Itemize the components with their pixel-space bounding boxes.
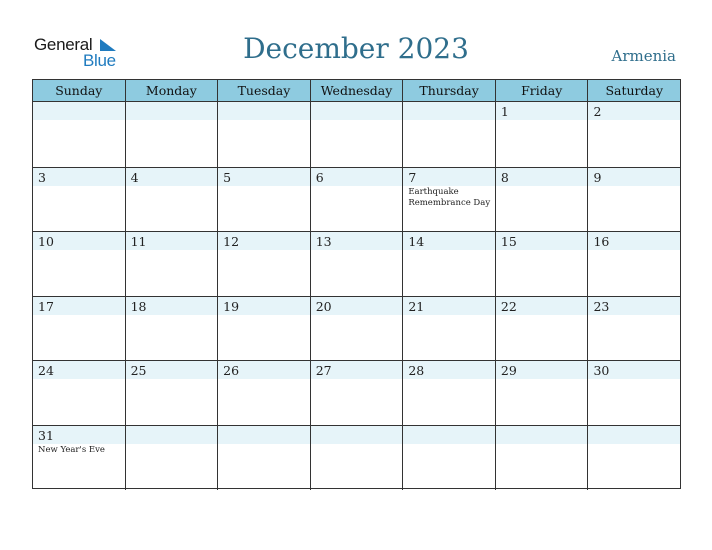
day-cell [310, 361, 403, 425]
day-number: 5 [223, 169, 232, 185]
day-cell [587, 168, 680, 232]
day-cell [310, 297, 403, 361]
day-number-band [33, 168, 125, 186]
day-cell [33, 232, 125, 296]
day-cell [402, 297, 495, 361]
day-number-band [403, 168, 495, 186]
day-number-band [126, 168, 218, 186]
day-number: 12 [223, 234, 240, 250]
day-number: 3 [38, 169, 46, 185]
day-cell [495, 168, 588, 232]
day-number: 7 [408, 169, 417, 185]
day-number-band [496, 102, 588, 120]
day-number: 19 [223, 298, 240, 314]
day-cell [495, 426, 588, 490]
day-cell [402, 168, 495, 232]
weekday-header-thursday: Thursday [402, 80, 495, 101]
day-number: 31 [38, 427, 54, 443]
day-number: 24 [38, 363, 54, 379]
day-cell [587, 361, 680, 425]
day-cell [125, 361, 218, 425]
day-cell [495, 102, 588, 167]
day-cell [495, 361, 588, 425]
day-cell [310, 232, 403, 296]
week-row [33, 167, 680, 232]
day-cell [217, 102, 310, 167]
day-number: 6 [315, 169, 324, 185]
day-number-band [126, 102, 218, 120]
day-cell [217, 361, 310, 425]
day-number: 13 [315, 234, 332, 250]
day-cell [587, 232, 680, 296]
day-cell [587, 102, 680, 167]
weekday-header-saturday: Saturday [587, 80, 680, 101]
day-number-band [218, 426, 310, 444]
day-number: 2 [593, 104, 602, 119]
day-number: 29 [500, 363, 517, 379]
day-number: 8 [500, 169, 509, 185]
day-number: 23 [593, 298, 610, 314]
day-number: 10 [38, 234, 54, 250]
day-cell [217, 232, 310, 296]
day-number: 18 [130, 298, 147, 314]
day-number-band [403, 426, 495, 444]
day-number: 16 [593, 234, 610, 250]
day-number: 17 [38, 298, 54, 314]
day-number-band [33, 102, 125, 120]
day-number-band [403, 102, 495, 120]
day-number: 21 [408, 298, 425, 314]
day-cell [217, 426, 310, 490]
logo-general-text: General [34, 35, 93, 54]
day-cell [495, 297, 588, 361]
day-number-band [496, 426, 588, 444]
day-cell [310, 168, 403, 232]
weekday-header-row [33, 80, 680, 102]
day-cell [33, 361, 125, 425]
day-number-band [311, 426, 403, 444]
day-cell [310, 102, 403, 167]
day-cell [125, 426, 218, 490]
week-row [33, 231, 680, 296]
day-number-band [218, 168, 310, 186]
day-number: 26 [223, 363, 240, 379]
weekday-header-monday: Monday [125, 80, 218, 101]
day-number-band [311, 102, 403, 120]
day-cell [125, 297, 218, 361]
day-number: 28 [408, 363, 425, 379]
weekday-header-friday: Friday [495, 80, 588, 101]
day-number-band [588, 102, 680, 120]
day-cell [217, 168, 310, 232]
logo-blue-text: Blue [83, 51, 116, 70]
day-number-band [218, 102, 310, 120]
weekday-header-wednesday: Wednesday [310, 80, 403, 101]
day-cell [33, 168, 125, 232]
day-number: 4 [130, 169, 139, 185]
day-cell [495, 232, 588, 296]
week-row [33, 102, 680, 167]
day-cell [33, 297, 125, 361]
day-number: 22 [500, 298, 517, 314]
calendar-grid [32, 79, 681, 489]
week-row [33, 296, 680, 361]
day-cell [402, 426, 495, 490]
day-number: 14 [408, 234, 425, 250]
day-number: 11 [130, 234, 147, 250]
holiday-label: New Year's Eve [38, 444, 105, 455]
day-cell [402, 232, 495, 296]
day-number: 25 [130, 363, 147, 379]
day-number-band [311, 168, 403, 186]
day-number-band [588, 168, 680, 186]
weekday-header-tuesday: Tuesday [217, 80, 310, 101]
day-cell [125, 232, 218, 296]
week-row [33, 360, 680, 425]
day-cell [33, 426, 125, 490]
holiday-label: Earthquake Remembrance Day [408, 186, 491, 208]
day-cell [402, 361, 495, 425]
country-label: Armenia [611, 47, 676, 65]
day-cell [125, 168, 218, 232]
day-number: 9 [593, 169, 602, 185]
day-number: 27 [315, 363, 332, 379]
weeks-container [33, 102, 680, 490]
page-title: December 2023 [243, 32, 469, 65]
day-number: 1 [500, 104, 509, 119]
day-cell [125, 102, 218, 167]
week-row [33, 425, 680, 490]
day-cell [310, 426, 403, 490]
day-number-band [588, 426, 680, 444]
day-cell [402, 102, 495, 167]
day-number: 20 [315, 298, 332, 314]
day-cell [587, 426, 680, 490]
day-cell [33, 102, 125, 167]
day-number-band [496, 168, 588, 186]
weekday-header-sunday: Sunday [55, 83, 103, 98]
day-cell [217, 297, 310, 361]
day-cell [587, 297, 680, 361]
day-number: 30 [593, 363, 610, 379]
day-number-band [126, 426, 218, 444]
day-number: 15 [500, 234, 517, 250]
